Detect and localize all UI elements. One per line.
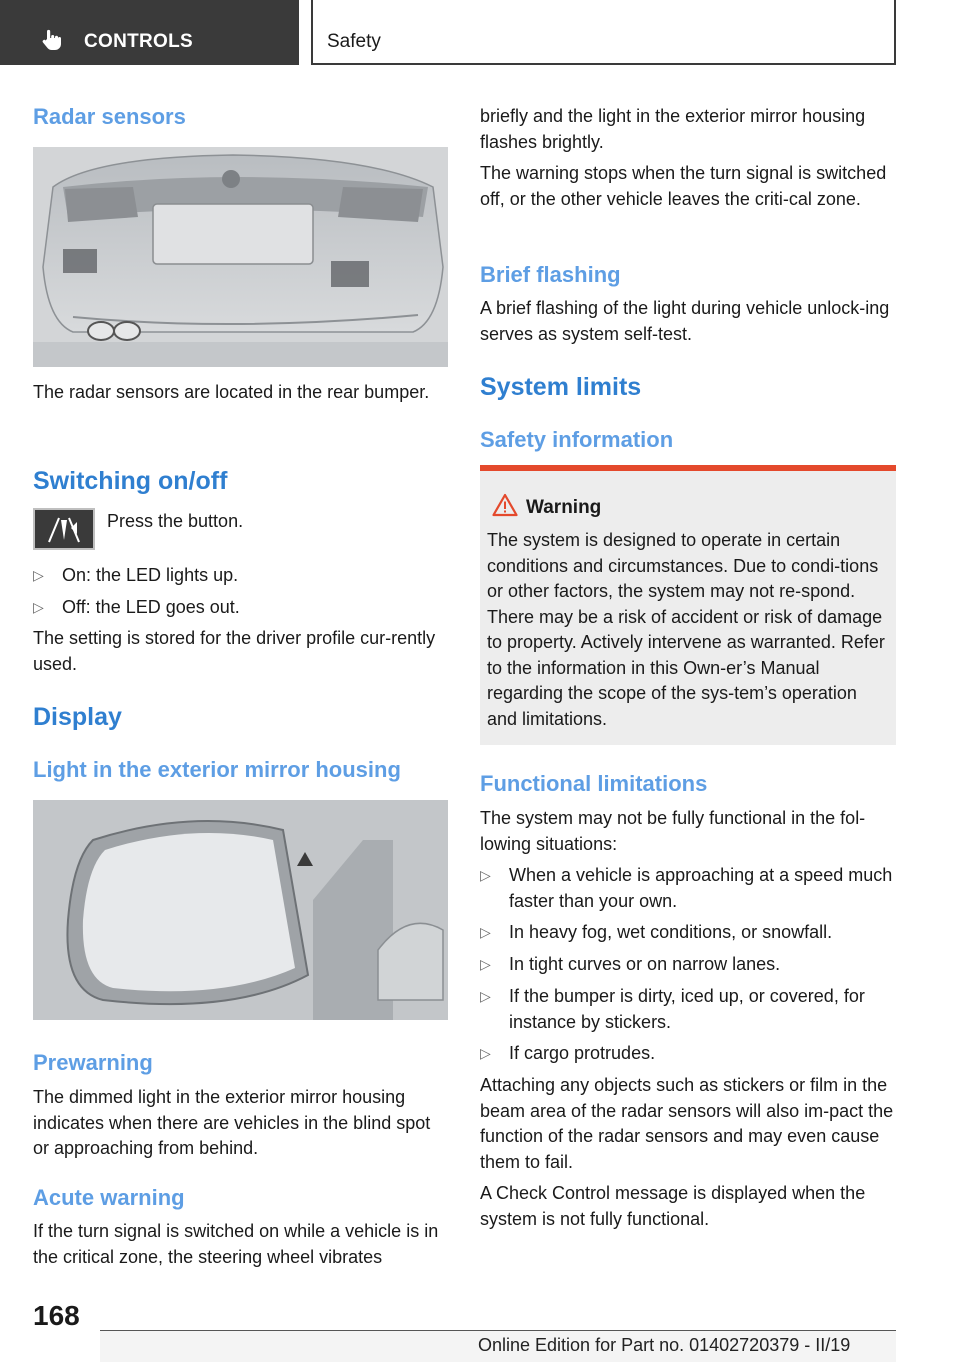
- triangle-bullet-icon: ▷: [33, 567, 44, 583]
- warning-stops-text: The warning stops when the turn signal is switched off, or the other vehicle leaves the criti-cal zone.: [480, 163, 887, 209]
- radar-description: The radar sensors are located in the rear bumper.: [33, 382, 430, 402]
- triangle-bullet-icon: ▷: [480, 988, 491, 1004]
- page-header: [0, 0, 960, 66]
- prewarning-text: The dimmed light in the exterior mirror housing indicates when there are vehicles in the blind spot or approaching from behind.: [33, 1087, 431, 1158]
- heading-light-mirror: Light in the exterior mirror housing: [33, 757, 401, 782]
- setting-stored-text: The setting is stored for the driver profile cur-rently used.: [33, 628, 436, 674]
- heading-safety-information: Safety information: [480, 427, 674, 452]
- chapter-tab[interactable]: [311, 0, 896, 65]
- list-item: ▷ In heavy fog, wet conditions, or snowfall.: [480, 920, 896, 946]
- heading-brief-flashing: Brief flashing: [480, 262, 621, 287]
- triangle-bullet-icon: ▷: [480, 867, 491, 883]
- press-button-text: Press the button.: [107, 511, 244, 531]
- mirror-image: [33, 800, 448, 1020]
- triangle-bullet-icon: ▷: [480, 956, 491, 972]
- chapter-label: Safety: [327, 31, 381, 52]
- warning-text: The system is designed to operate in certain conditions and circumstances. Due to condi-tions or other factors, the system may not re-spond. There may be a risk of accident or risk of damage to property. Actively intervene as warranted. Refer to the information in this Own-er’s Manual regarding the scope of the sys-tem’s operation and limitations.: [487, 530, 885, 729]
- heading-switching: Switching on/off: [33, 467, 228, 495]
- edition-text: Online Edition for Part no. 01402720379 - II/19: [478, 1335, 851, 1355]
- section-label: CONTROLS: [84, 31, 194, 52]
- warning-box: [480, 465, 896, 745]
- triangle-bullet-icon: ▷: [480, 1045, 491, 1061]
- list-item: ▷ If the bumper is dirty, iced up, or covered, for instance by stickers.: [480, 986, 865, 1032]
- triangle-bullet-icon: ▷: [33, 599, 44, 615]
- triangle-bullet-icon: ▷: [480, 924, 491, 940]
- acute-warning-continued: briefly and the light in the exterior mirror housing flashes brightly.: [480, 106, 866, 152]
- heading-radar-sensors: Radar sensors: [33, 104, 186, 129]
- heading-prewarning: Prewarning: [33, 1050, 153, 1075]
- list-item: ▷ On: the LED lights up.: [33, 563, 448, 589]
- blind-spot-button-image: [33, 508, 95, 550]
- page-number: 168: [33, 1300, 80, 1331]
- heading-system-limits: System limits: [480, 373, 642, 401]
- section-tab[interactable]: [0, 0, 299, 65]
- warning-title: Warning: [526, 497, 602, 518]
- rear-car-illustration: [33, 147, 448, 367]
- rear-bumper-image: [33, 147, 448, 367]
- attaching-objects-text: Attaching any objects such as stickers or film in the beam area of the radar sensors will also im-pact the function of the radar sensors and may even cause them to fail.: [480, 1075, 894, 1172]
- warning-triangle-icon: [492, 493, 518, 517]
- functional-limitations-text: The system may not be fully functional in the fol-lowing situations:: [480, 808, 866, 854]
- heading-display: Display: [33, 703, 122, 731]
- list-item: ▷ If cargo protrudes.: [480, 1041, 896, 1067]
- lane-change-icon: [35, 510, 93, 548]
- list-item: ▷ When a vehicle is approaching at a speed much faster than your own.: [480, 865, 893, 911]
- acute-warning-text: If the turn signal is switched on while a vehicle is in the critical zone, the steering wheel vibrates: [33, 1221, 439, 1267]
- heading-acute-warning: Acute warning: [33, 1185, 185, 1210]
- hand-pointer-icon: [40, 28, 64, 52]
- check-control-text: A Check Control message is displayed when the system is not fully functional.: [480, 1183, 866, 1229]
- footer-divider: [100, 1330, 896, 1331]
- list-item: ▷ Off: the LED goes out.: [33, 595, 448, 621]
- list-item: ▷ In tight curves or on narrow lanes.: [480, 952, 896, 978]
- brief-flashing-text: A brief flashing of the light during vehicle unlock-ing serves as system self-test.: [480, 298, 890, 344]
- mirror-illustration: [33, 800, 448, 1020]
- heading-functional-limitations: Functional limitations: [480, 771, 708, 796]
